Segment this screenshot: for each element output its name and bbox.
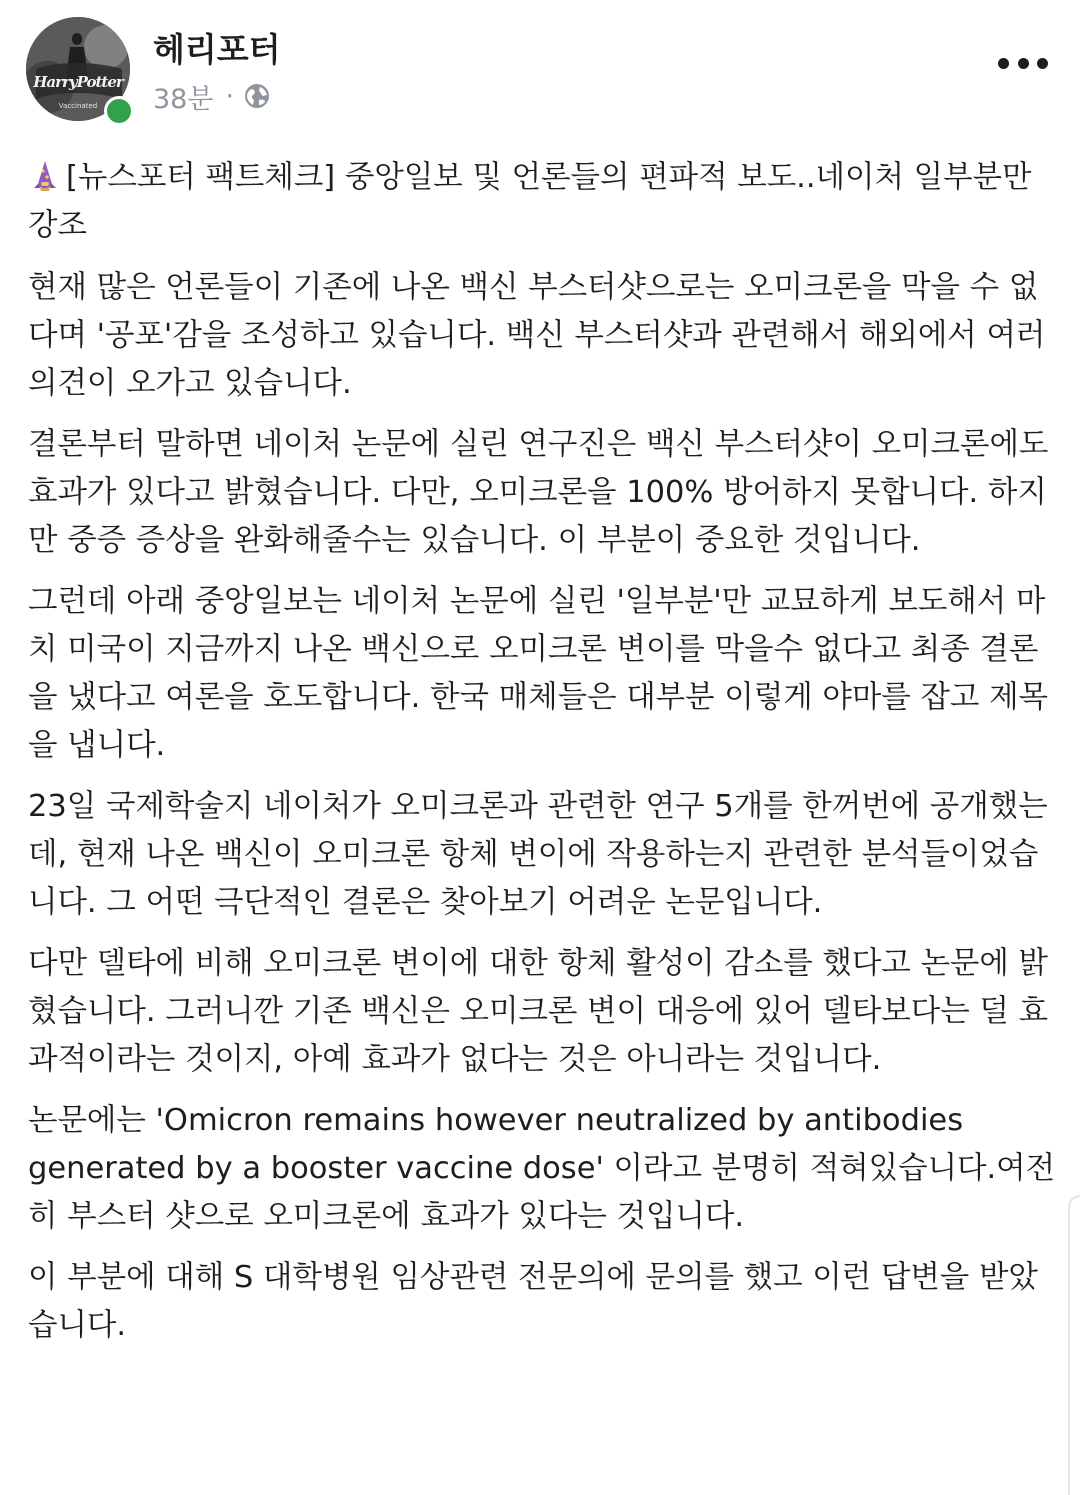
post-body xyxy=(28,154,1058,1363)
more-horizontal-icon xyxy=(998,58,1009,69)
meta-separator: · xyxy=(225,80,235,112)
wizard-emoji-icon xyxy=(28,158,62,192)
post-header xyxy=(0,0,1080,135)
post-title-text: [뉴스포터 팩트체크] 중앙일보 및 언론들의 편파적 보도..네이처 일부분만 강조 xyxy=(28,160,1032,243)
scroll-edge xyxy=(1068,1195,1080,1495)
post-paragraph: 현재 많은 언론들이 기존에 나온 백신 부스터샷으로는 오미크론을 막을 수 없다며 '공포'감을 조성하고 있습니다. 백신 부스터샷과 관련해서 해외에서 여러 의견이 오가고 있습니다. xyxy=(28,270,1046,401)
avatar-logo-text: HarryPotter xyxy=(33,73,123,91)
more-options-button[interactable] xyxy=(998,50,1048,76)
post-paragraph: 23일 국제학술지 네이처가 오미크론과 관련한 연구 5개를 한꺼번에 공개했는데, 현재 나온 백신이 오미크론 항체 변이에 작용하는지 관련한 분석들이었습니다. 그 어떤 극단적인 결론은 찾아보기 어려운 논문입니다. xyxy=(28,789,1048,920)
post-meta xyxy=(153,78,270,114)
globe-icon[interactable] xyxy=(244,83,270,109)
online-status-indicator xyxy=(104,96,134,126)
more-horizontal-icon xyxy=(1018,58,1029,69)
post-paragraph: 논문에는 'Omicron remains however neutralized by antibodies generated by a booster vaccine dose' 이라고 분명히 적혀있습니다.여전히 부스터 샷으로 오미크론에 효과가 있다는 것입니다. xyxy=(28,1103,1056,1234)
post-title-paragraph xyxy=(28,154,1058,250)
author-name[interactable]: 헤리포터 xyxy=(153,30,281,69)
post-paragraph: 이 부분에 대해 S 대학병원 임상관련 전문의에 문의를 했고 이런 답변을 받았습니다. xyxy=(28,1260,1038,1343)
more-horizontal-icon xyxy=(1037,58,1048,69)
post-paragraph: 다만 델타에 비해 오미크론 변이에 대한 항체 활성이 감소를 했다고 논문에 밝혔습니다. 그러니깐 기존 백신은 오미크론 변이 대응에 있어 델타보다는 덜 효과적이라는 것이지, 아예 효과가 없다는 것은 아니라는 것입니다. xyxy=(28,946,1048,1077)
post-timestamp[interactable]: 38분 xyxy=(153,83,214,115)
post-paragraph: 결론부터 말하면 네이처 논문에 실린 연구진은 백신 부스터샷이 오미크론에도 효과가 있다고 밝혔습니다. 다만, 오미크론을 100% 방어하지 못합니다. 하지만 중증 증상을 완화해줄수는 있습니다. 이 부분이 중요한 것입니다. xyxy=(28,427,1049,558)
avatar-badge: Vaccinated xyxy=(58,102,98,110)
post-paragraph: 그런데 아래 중앙일보는 네이처 논문에 실린 '일부분'만 교묘하게 보도해서 마치 미국이 지금까지 나온 백신으로 오미크론 변이를 막을수 없다고 최종 결론을 냈다고 여론을 호도합니다. 한국 매체들은 대부분 이렇게 야마를 잡고 제목을 냅니다. xyxy=(28,584,1048,763)
